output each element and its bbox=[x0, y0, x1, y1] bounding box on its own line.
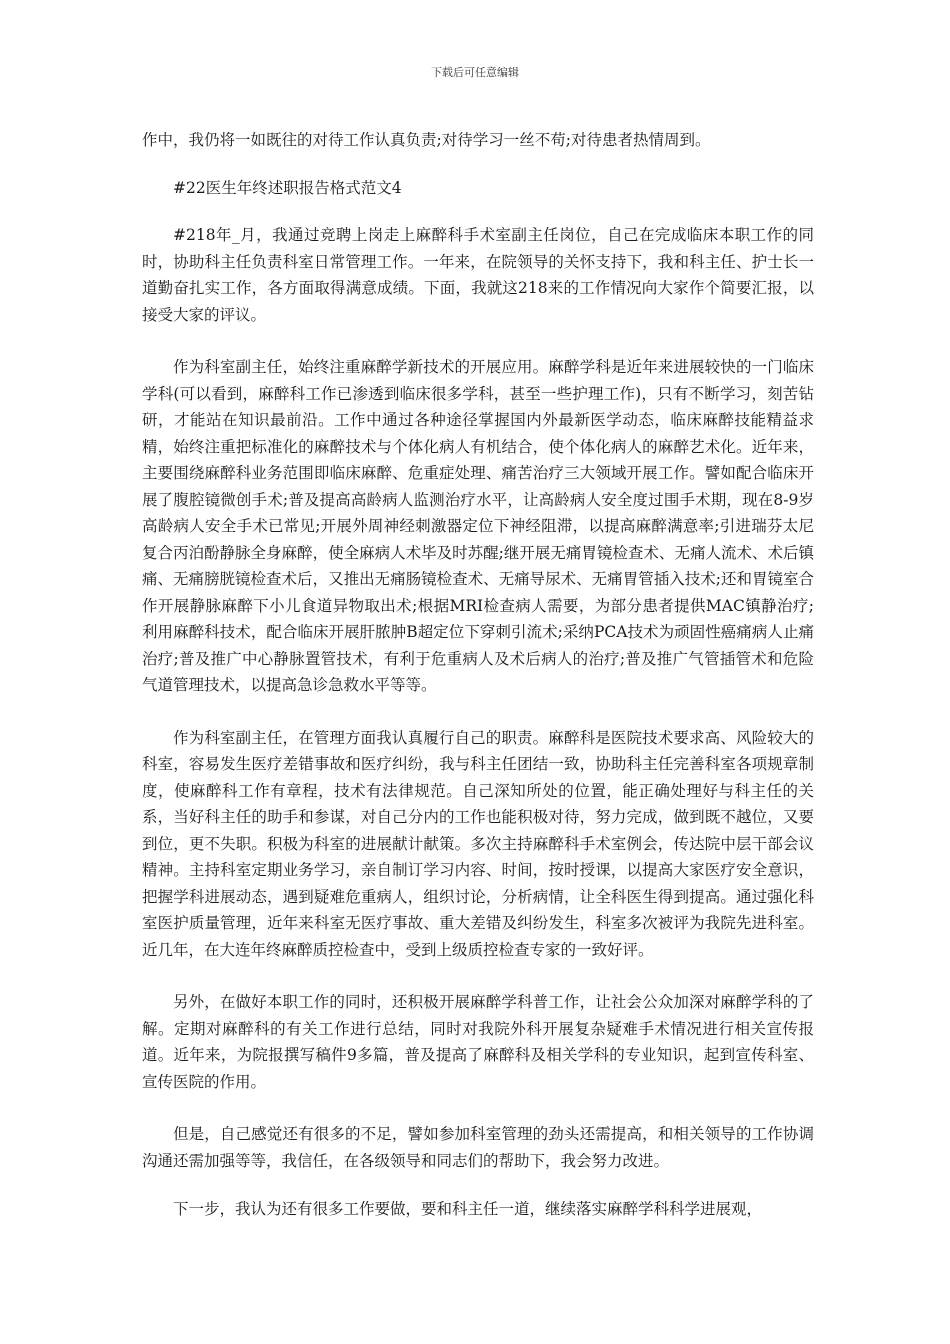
spacer bbox=[142, 154, 814, 175]
spacer bbox=[142, 1095, 814, 1121]
spacer bbox=[142, 1174, 814, 1196]
paragraph-science-outreach: 另外，在做好本职工作的同时，还积极开展麻醉学科普工作，让社会公众加深对麻醉学科的了解。定期对麻醉科的有关工作进行总结，同时对我院外科开展复杂疑难手术情况进行相关宣传报道。近年来，为院报撰写稿件9多篇，普及提高了麻醉科及相关学科的专业知识，起到宣传科室、宣传医院的作用。 bbox=[142, 993, 814, 1091]
spacer bbox=[142, 963, 814, 989]
spacer bbox=[142, 699, 814, 725]
header-note: 下载后可任意编辑 bbox=[431, 66, 519, 79]
paragraph-intro: #218年_月，我通过竞聘上岗走上麻醉科手术室副主任岗位，自己在完成临床本职工作的同时，协助科主任负责科室日常管理工作。一年来，在院领导的关怀支持下，我和科主任、护士长一道勤奋扎实工作，各方面取得满意成绩。下面，我就这218来的工作情况向大家作个简要汇报，以接受大家的评议。 bbox=[142, 226, 814, 324]
section-title: #22医生年终述职报告格式范文4 bbox=[173, 178, 402, 197]
paragraph-shortcomings: 但是，自己感觉还有很多的不足，譬如参加科室管理的劲头还需提高，和相关领导的工作协调沟通还需加强等等，我信任，在各级领导和同志们的帮助下，我会努力改进。 bbox=[142, 1125, 814, 1170]
spacer bbox=[142, 328, 814, 354]
opening-line: 作中，我仍将一如既往的对待工作认真负责;对待学习一丝不苟;对待患者热情周到。 bbox=[142, 131, 711, 149]
document-body bbox=[142, 127, 814, 1223]
paragraph-management: 作为科室副主任，在管理方面我认真履行自己的职责。麻醉科是医院技术要求高、风险较大的科室，容易发生医疗差错事故和医疗纠纷，我与科主任团结一致，协助科主任完善科室各项规章制度，使麻醉科工作有章程，技术有法律规范。自己深知所处的位置，能正确处理好与科主任的关系，当好科主任的助手和参谋，对自己分内的工作也能积极对待，努力完成，做到既不越位，又要到位，更不失职。积极为科室的进展献计献策。多次主持麻醉科手术室例会，传达院中层干部会议精神。主持科室定期业务学习，亲自制订学习内容、时间，按时授课，以提高大家医疗安全意识，把握学科进展动态，遇到疑难危重病人，组织讨论，分析病情，让全科医生得到提高。通过强化科室医护质量管理，近年来科室无医疗事故、重大差错及纠纷发生，科室多次被评为我院先进科室。近几年，在大连年终麻醉质控检查中，受到上级质控检查专家的一致好评。 bbox=[142, 728, 814, 959]
paragraph-next-steps: 下一步，我认为还有很多工作要做，要和科主任一道，继续落实麻醉学科科学进展观， bbox=[173, 1200, 763, 1218]
paragraph-new-techniques: 作为科室副主任，始终注重麻醉学新技术的开展应用。麻醉学科是近年来进展较快的一门临床学科(可以看到，麻醉科工作已渗透到临床很多学科，甚至一些护理工作)，只有不断学习，刻苦钻研，才能站在知识最前沿。工作中通过各种途径掌握国内外最新医学动态，临床麻醉技能精益求精，始终注重把标准化的麻醉技术与个体化病人有机结合，使个体化病人的麻醉艺术化。近年来，主要围绕麻醉科业务范围即临床麻醉、危重症处理、痛苦治疗三大领域开展工作。譬如配合临床开展了腹腔镜微创手术;普及提高高龄病人监测治疗水平，让高龄病人安全度过围手术期，现在8-9岁高龄病人安全手术已常见;开展外周神经刺激器定位下神经阻滞，以提高麻醉满意率;引进瑞芬太尼复合丙泊酚静脉全身麻醉，使全麻病人术毕及时苏醒;继开展无痛胃镜检查术、无痛人流术、术后镇痛、无痛膀胱镜检查术后，又推出无痛肠镜检查术、无痛导尿术、无痛胃管插入技术;还和胃镜室合作开展静脉麻醉下小儿食道异物取出术;根据MRI检查病人需要，为部分患者提供MAC镇静治疗;利用麻醉科技术，配合临床开展肝脓肿B超定位下穿刺引流术;采纳PCA技术为顽固性癌痛病人止痛治疗;普及推广中心静脉置管技术，有利于危重病人及术后病人的治疗;普及推广气管插管术和危险气道管理技术，以提高急诊急救水平等等。 bbox=[142, 358, 814, 694]
spacer bbox=[142, 201, 814, 222]
